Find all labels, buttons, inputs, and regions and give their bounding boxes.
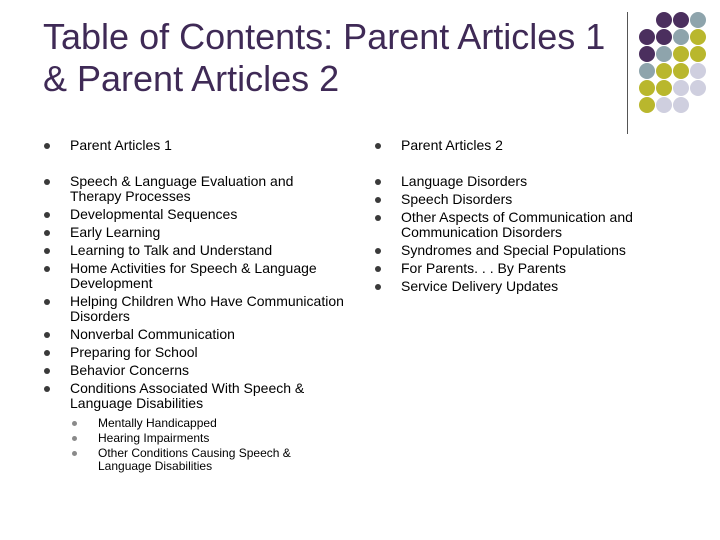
decorative-dot xyxy=(656,80,672,96)
list-item: Learning to Talk and Understand xyxy=(44,243,344,258)
list-item: Preparing for School xyxy=(44,345,344,360)
decorative-dot xyxy=(690,63,706,79)
right-column xyxy=(375,138,675,297)
right-column-heading: Parent Articles 2 xyxy=(375,138,675,153)
decorative-dot xyxy=(673,63,689,79)
list-item: Language Disorders xyxy=(375,174,675,189)
decorative-dot xyxy=(656,97,672,113)
left-sub-list xyxy=(70,417,344,473)
list-item: Developmental Sequences xyxy=(44,207,344,222)
list-item: For Parents. . . By Parents xyxy=(375,261,675,276)
decorative-dot xyxy=(673,97,689,113)
decorative-dot xyxy=(690,12,706,28)
slide-title: Table of Contents: Parent Articles 1 & Parent Articles 2 xyxy=(43,16,606,99)
list-item: Speech Disorders xyxy=(375,192,675,207)
list-item: Nonverbal Communication xyxy=(44,327,344,342)
decorative-dot xyxy=(673,80,689,96)
list-item: Speech & Language Evaluation and Therapy Processes xyxy=(44,174,344,204)
left-column xyxy=(44,138,344,475)
decorative-dot xyxy=(673,12,689,28)
sub-list-item: Hearing Impairments xyxy=(70,432,344,445)
decorative-dot-grid xyxy=(639,12,706,113)
decorative-dot xyxy=(639,97,655,113)
decorative-dot xyxy=(639,63,655,79)
decorative-dot xyxy=(690,80,706,96)
list-item: Early Learning xyxy=(44,225,344,240)
sub-list-item: Other Conditions Causing Speech & Language Disabilities xyxy=(70,447,344,473)
decorative-dot xyxy=(656,63,672,79)
right-article-list xyxy=(375,174,675,294)
decorative-dot xyxy=(690,29,706,45)
decorative-dot xyxy=(690,97,706,113)
decorative-dot xyxy=(656,29,672,45)
list-item: Syndromes and Special Populations xyxy=(375,243,675,258)
list-item: Home Activities for Speech & Language Development xyxy=(44,261,344,291)
decorative-dot xyxy=(639,46,655,62)
decorative-dot xyxy=(639,29,655,45)
left-article-list xyxy=(44,174,344,411)
title-divider xyxy=(627,12,628,134)
list-item: Conditions Associated With Speech & Language Disabilities xyxy=(44,381,344,411)
sub-list-item: Mentally Handicapped xyxy=(70,417,344,430)
list-item: Other Aspects of Communication and Communication Disorders xyxy=(375,210,675,240)
decorative-dot xyxy=(673,46,689,62)
list-item: Service Delivery Updates xyxy=(375,279,675,294)
list-item: Behavior Concerns xyxy=(44,363,344,378)
decorative-dot xyxy=(639,12,655,28)
decorative-dot xyxy=(656,46,672,62)
list-item: Helping Children Who Have Communication Disorders xyxy=(44,294,344,324)
left-column-heading: Parent Articles 1 xyxy=(44,138,344,153)
decorative-dot xyxy=(673,29,689,45)
decorative-dot xyxy=(639,80,655,96)
decorative-dot xyxy=(690,46,706,62)
decorative-dot xyxy=(656,12,672,28)
